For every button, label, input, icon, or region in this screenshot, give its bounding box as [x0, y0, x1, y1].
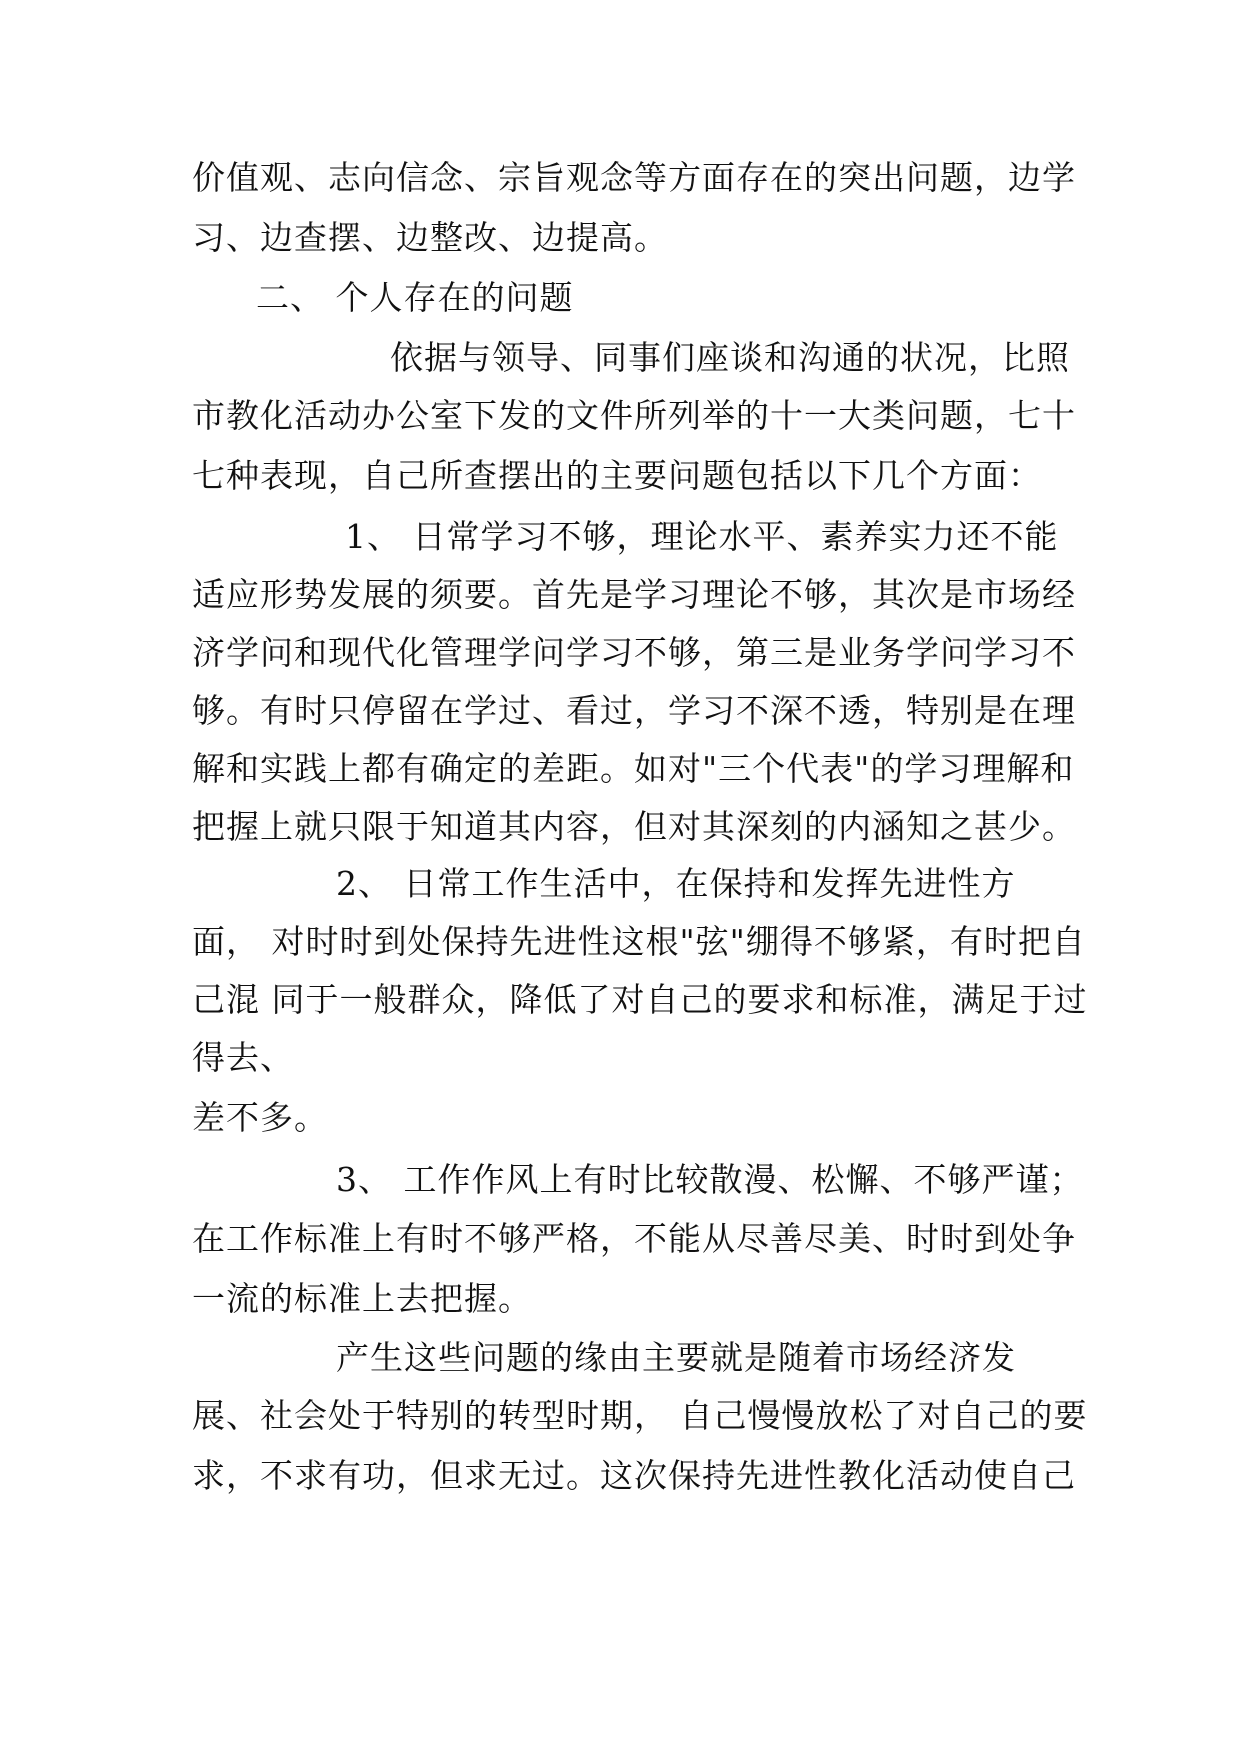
- list-item-heading: 3、 工作作风上有时比较散漫、松懈、不够严谨；: [336, 1160, 1084, 1199]
- section-heading: 二、 个人存在的问题: [256, 278, 574, 317]
- text-line: 依据与领导、同事们座谈和沟通的状况，比照: [390, 338, 1070, 377]
- text-line: 市教化活动办公室下发的文件所列举的十一大类问题，七十: [192, 396, 1076, 435]
- list-item-heading: 2、 日常工作生活中，在保持和发挥先进性方: [336, 864, 1016, 903]
- text-line: 济学问和现代化管理学问学习不够，第三是业务学问学习不: [192, 633, 1076, 672]
- text-line: 够。有时只停留在学过、看过，学习不深不透，特别是在理: [192, 691, 1076, 730]
- text-line: 习、边查摆、边整改、边提高。: [192, 218, 668, 257]
- text-line: 求，不求有功，但求无过。这次保持先进性教化活动使自己: [192, 1456, 1076, 1495]
- text-line: 面， 对时时到处保持先进性这根"弦"绷得不够紧，有时把自: [192, 922, 1086, 961]
- text-line: 展、社会处于特别的转型时期， 自己慢慢放松了对自己的要: [192, 1396, 1088, 1435]
- text-line: 把握上就只限于知道其内容，但对其深刻的内涵知之甚少。: [192, 807, 1076, 846]
- text-line: 得去、: [192, 1038, 294, 1077]
- text-line: 差不多。: [192, 1098, 328, 1137]
- text-line: 一流的标准上去把握。: [192, 1279, 532, 1318]
- text-line: 七种表现，自己所查摆出的主要问题包括以下几个方面：: [192, 456, 1042, 495]
- text-line: 适应形势发展的须要。首先是学习理论不够，其次是市场经: [192, 575, 1076, 614]
- text-line: 在工作标准上有时不够严格，不能从尽善尽美、时时到处争: [192, 1219, 1076, 1258]
- list-item-heading: 1、 日常学习不够，理论水平、素养实力还不能: [345, 517, 1059, 556]
- text-line: 解和实践上都有确定的差距。如对"三个代表"的学习理解和: [192, 749, 1075, 788]
- text-line: 产生这些问题的缘由主要就是随着市场经济发: [336, 1338, 1016, 1377]
- text-line: 己混 同于一般群众，降低了对自己的要求和标准，满足于过: [192, 980, 1088, 1019]
- text-line: 价值观、志向信念、宗旨观念等方面存在的突出问题，边学: [192, 158, 1076, 197]
